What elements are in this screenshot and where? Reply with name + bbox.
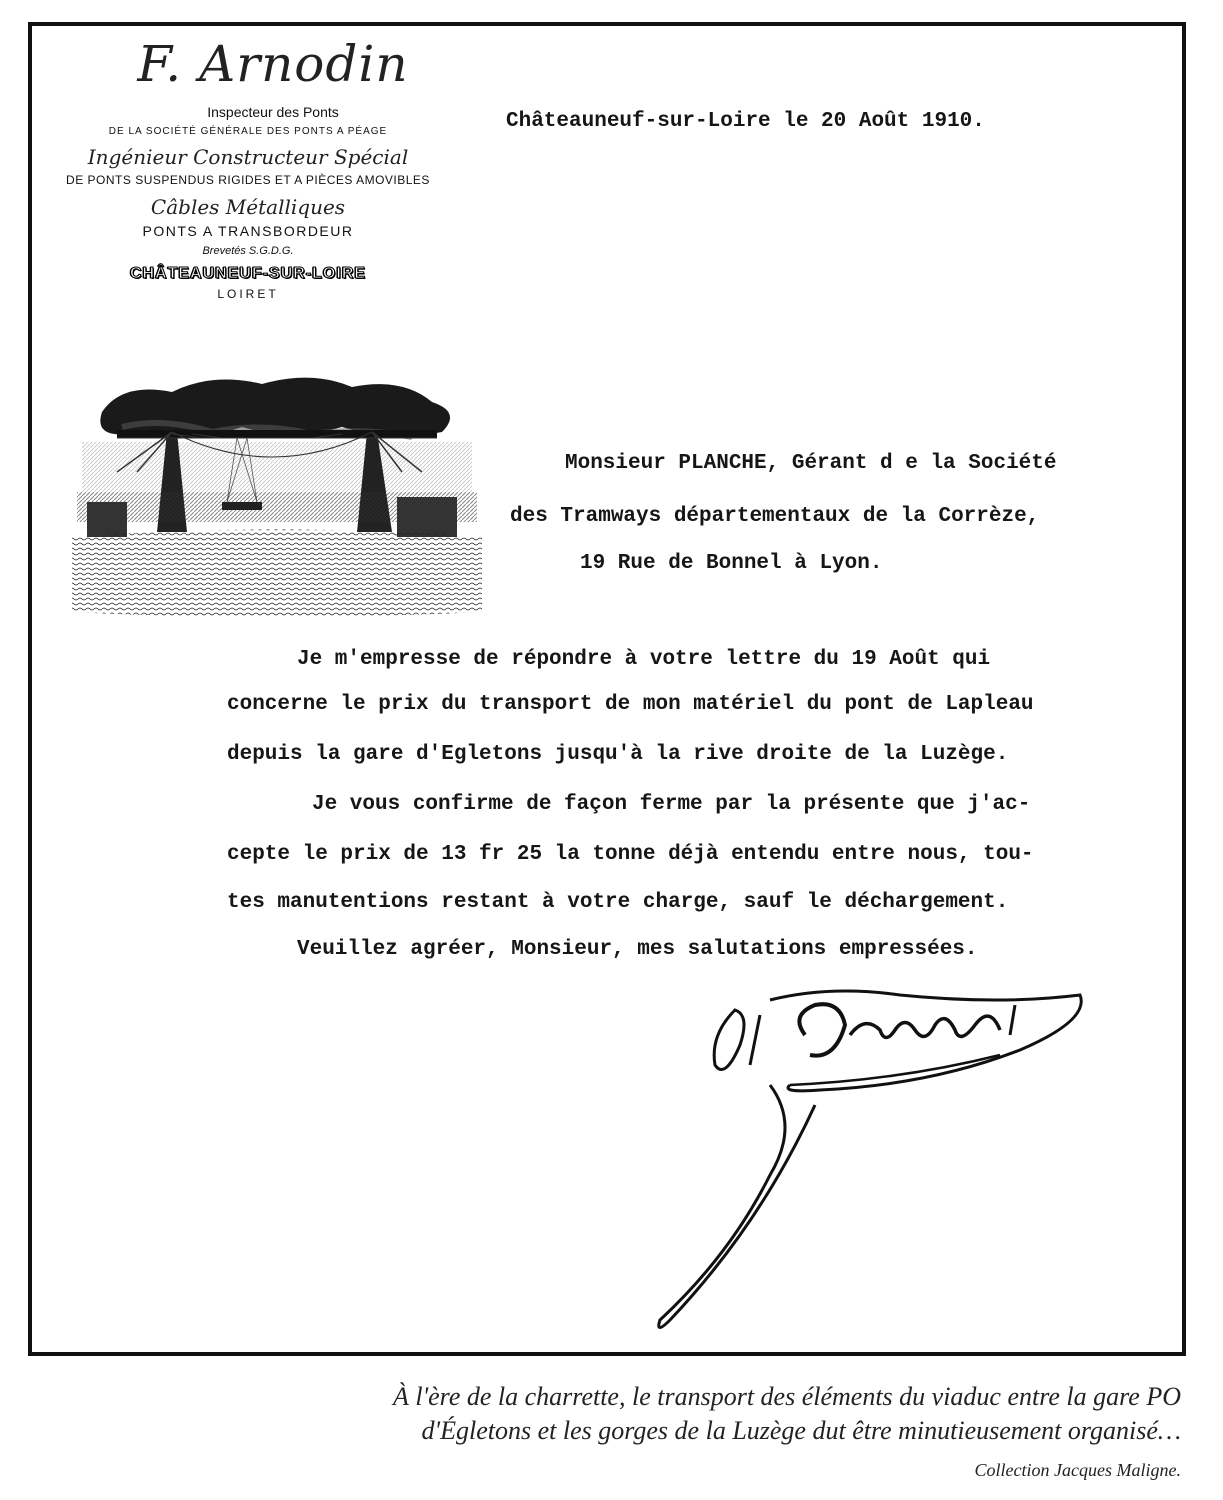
- date-line: Châteauneuf-sur-Loire le 20 Août 1910.: [506, 110, 985, 133]
- letterhead-department: LOIRET: [217, 287, 279, 301]
- letterhead-societe: DE LA SOCIÉTÉ GÉNÉRALE DES PONTS A PÉAGE: [108, 126, 388, 137]
- recipient-line-1: Monsieur PLANCHE, Gérant d e la Société: [565, 452, 1057, 475]
- letterhead-inspecteur: Inspecteur des Ponts: [207, 104, 339, 120]
- caption-credit: Collection Jacques Maligne.: [974, 1460, 1181, 1480]
- body-line-7: Veuillez agréer, Monsieur, mes salutations empressées.: [297, 938, 978, 961]
- handwritten-signature: [640, 975, 1100, 1335]
- body-line-4: Je vous confirme de façon ferme par la présente que j'ac-: [312, 793, 1031, 816]
- caption-line-2: d'Égletons et les gorges de la Luzège dut être minutieusement organisé…: [421, 1416, 1181, 1445]
- body-line-5: cepte le prix de 13 fr 25 la tonne déjà entendu entre nous, tou-: [227, 843, 1034, 866]
- body-line-2: concerne le prix du transport de mon matériel du pont de Lapleau: [227, 693, 1034, 716]
- letterhead-brevetes: Brevetés S.G.D.G.: [202, 245, 294, 257]
- letterhead-name: F. Arnodin: [137, 35, 409, 93]
- recipient-line-3: 19 Rue de Bonnel à Lyon.: [580, 552, 883, 575]
- letterhead-ponts-suspendus: DE PONTS SUSPENDUS RIGIDES ET A PIÈCES AMOVIBLES: [66, 173, 430, 187]
- body-line-1: Je m'empresse de répondre à votre lettre du 19 Août qui: [297, 648, 991, 671]
- letterhead-transbordeur: PONTS A TRANSBORDEUR: [142, 223, 354, 239]
- caption-line-1: À l'ère de la charrette, le transport des éléments du viaduc entre la gare PO: [392, 1382, 1181, 1411]
- letterhead-cables: Câbles Métalliques: [150, 195, 346, 219]
- recipient-line-2: des Tramways départementaux de la Corrèze,: [510, 505, 1040, 528]
- body-line-6: tes manutentions restant à votre charge, sauf le déchargement.: [227, 891, 1009, 914]
- transporter-bridge-engraving: [62, 372, 492, 622]
- letterhead-city: CHÂTEAUNEUF-SUR-LOIRE: [129, 265, 367, 282]
- body-line-3: depuis la gare d'Egletons jusqu'à la rive droite de la Luzège.: [227, 743, 1009, 766]
- letterhead-ingenieur: Ingénieur Constructeur Spécial: [87, 145, 409, 169]
- letterhead: [48, 36, 448, 301]
